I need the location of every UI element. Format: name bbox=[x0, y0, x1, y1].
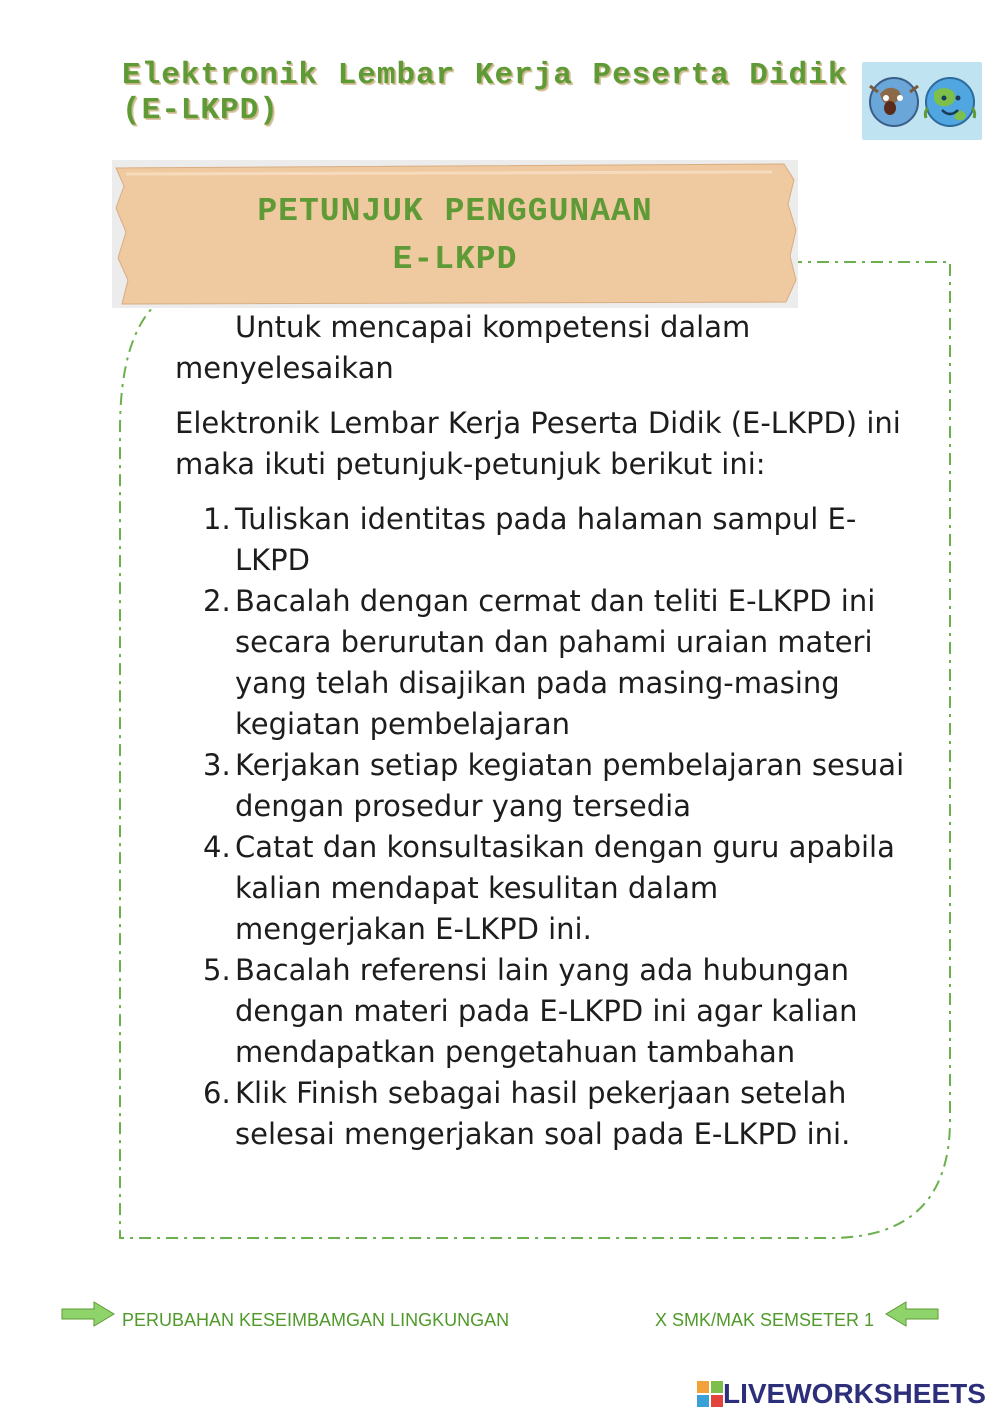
step-number: 1. bbox=[203, 502, 231, 536]
step-number: 4. bbox=[203, 830, 231, 864]
document-title-line2: (E-LKPD) bbox=[122, 93, 279, 128]
list-item bbox=[203, 581, 915, 745]
list-item bbox=[203, 827, 915, 950]
step-text: Tuliskan identitas pada halaman sampul E-LKPD bbox=[235, 502, 857, 577]
liveworksheets-logo[interactable] bbox=[697, 1377, 986, 1411]
liveworksheets-icon bbox=[697, 1381, 723, 1407]
step-text: Catat dan konsultasikan dengan guru apabila kalian mendapat kesulitan dalam mengerjakan E-LKPD ini. bbox=[235, 830, 895, 946]
banner-title-line1: PETUNJUK PENGGUNAAN bbox=[257, 193, 653, 230]
list-item bbox=[203, 950, 915, 1073]
intro-paragraph-1-text: Untuk mencapai kompetensi dalam menyelesaikan bbox=[175, 310, 751, 385]
footer-class: X SMK/MAK SEMSETER 1 bbox=[655, 1310, 875, 1330]
footer-topic: PERUBAHAN KESEIMBAMGAN LINGKUNGAN bbox=[122, 1310, 510, 1330]
arrow-right-icon bbox=[60, 1300, 116, 1328]
step-text: Klik Finish sebagai hasil pekerjaan setelah selesai mengerjakan soal pada E-LKPD ini. bbox=[235, 1076, 851, 1151]
banner-title bbox=[112, 188, 798, 284]
list-item bbox=[203, 745, 915, 827]
instructions-content bbox=[175, 307, 915, 1155]
liveworksheets-wordmark: LIVEWORKSHEETS bbox=[723, 1378, 986, 1409]
list-item bbox=[203, 499, 915, 581]
step-text: Kerjakan setiap kegiatan pembelajaran sesuai dengan prosedur yang tersedia bbox=[235, 748, 905, 823]
steps-list bbox=[175, 499, 915, 1155]
step-number: 6. bbox=[203, 1076, 231, 1110]
list-item bbox=[203, 1073, 915, 1155]
step-number: 2. bbox=[203, 584, 231, 618]
arrow-left-icon bbox=[884, 1300, 940, 1328]
banner-title-line2: E-LKPD bbox=[392, 241, 518, 278]
step-text: Bacalah dengan cermat dan teliti E-LKPD ini secara berurutan dan pahami uraian materi yang telah disajikan pada masing-masing kegiatan pembelajaran bbox=[235, 584, 876, 741]
step-number: 5. bbox=[203, 953, 231, 987]
step-text: Bacalah referensi lain yang ada hubungan dengan materi pada E-LKPD ini agar kalian mendapatkan pengetahuan tambahan bbox=[235, 953, 858, 1069]
instructions-banner bbox=[112, 160, 798, 308]
intro-paragraph-2: Elektronik Lembar Kerja Peserta Didik (E-LKPD) ini maka ikuti petunjuk-petunjuk berikut ini: bbox=[175, 406, 901, 481]
intro-paragraph-1 bbox=[175, 307, 915, 389]
document-title-line1: Elektronik Lembar Kerja Peserta Didik bbox=[122, 58, 848, 93]
step-number: 3. bbox=[203, 748, 231, 782]
